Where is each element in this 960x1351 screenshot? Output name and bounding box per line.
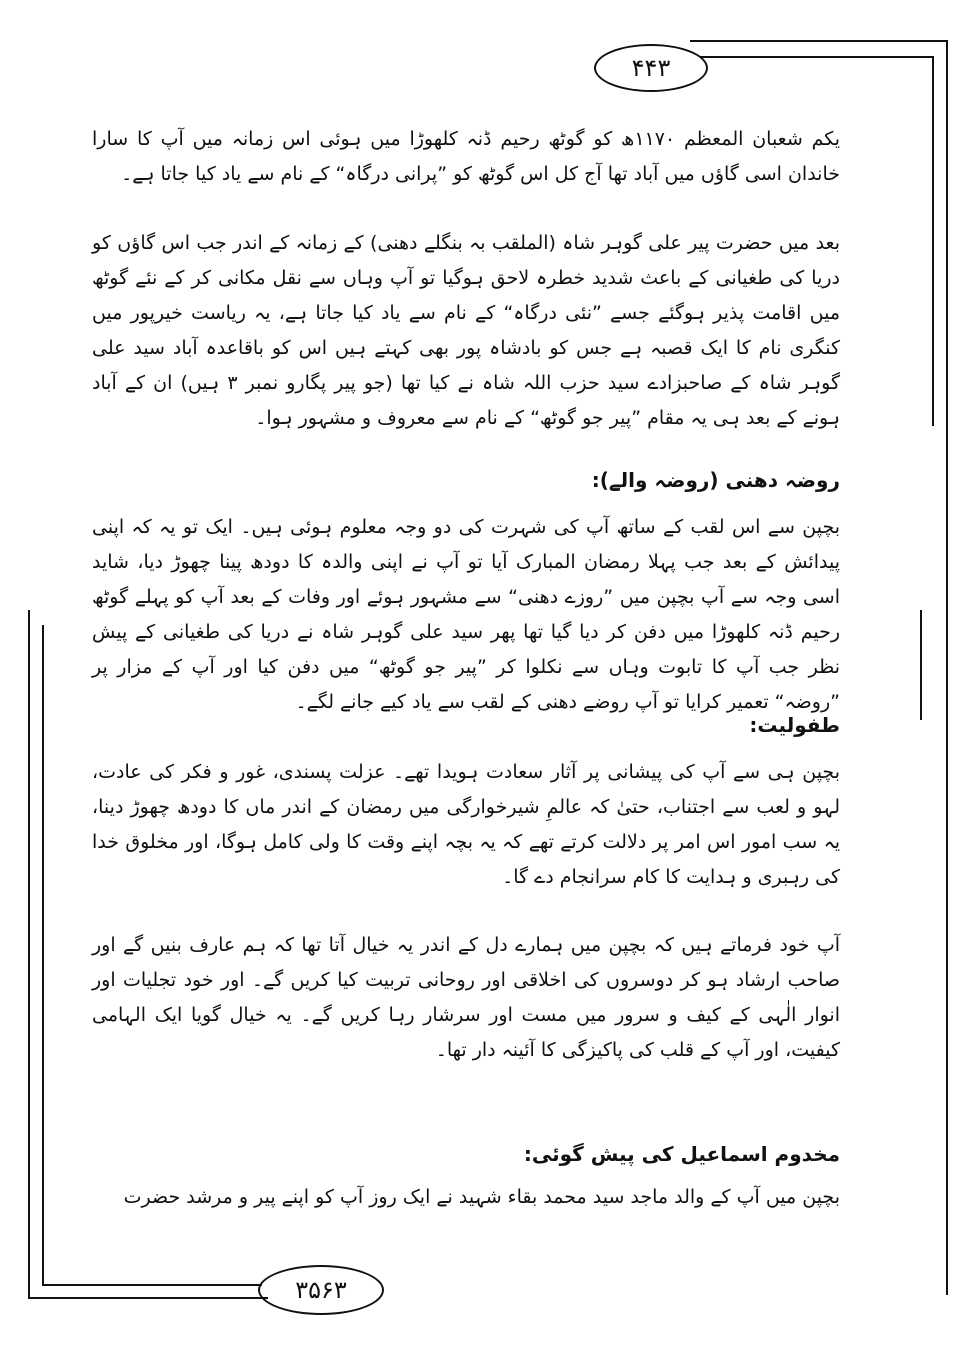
border-line [28, 610, 30, 1298]
paragraph-prophecy [92, 1180, 840, 1215]
border-line [42, 625, 44, 1285]
paragraph-text: بعد میں حضرت پیر علی گوہر شاہ (الملقب بہ بنگلے دھنی) کے زمانہ کے اندر جب اس گاؤں کو دریا کی طغیانی کے باعث شدید خطرہ لاحق ہوگیا تو آپ وہاں سے نقل مکانی کر کے نئے گوٹھ میں اقامت پذیر ہوگئے جسے ”نئی درگاہ“ کے نام سے یاد کیا جاتا ہے، یہ ریاست خیرپور میں کنگری نام کا ایک قصبہ ہے جس کو بادشاہ پور بھی کہتے ہیں اس کو باقاعدہ آباد سید علی گوہر شاہ کے صاحبزادے سید حزب اللہ شاہ نے کیا تھا (جو پیر پگارو نمبر ۳ ہیں) ان کے آباد ہونے کے بعد ہی یہ مقام ”پیر جو گوٹھ“ کے نام سے معروف و مشہور ہوا۔ [92, 232, 840, 429]
border-line [28, 1297, 268, 1299]
border-line [932, 56, 934, 426]
paragraph-text: بچپن میں آپ کے والد ماجد سید محمد بقاء شہید نے ایک روز آپ کو اپنے پیر و مرشد حضرت [123, 1186, 840, 1208]
border-line [946, 40, 948, 1295]
paragraph-text: بچپن سے اس لقب کے ساتھ آپ کی شہرت کی دو وجہ معلوم ہوئی ہیں۔ ایک تو یہ کہ اپنی پیدائش کے بعد جب پہلا رمضان المبارک آیا تو آپ نے اپنی والدہ کا دودھ پینا چھوڑ دیا، شاید اسی وجہ سے آپ بچپن میں ”روزے دھنی“ سے مشہور ہوئے اور وفات کے بعد آپ کو پہلے گوٹھ رحیم ڈنہ کلھوڑا میں دفن کر دیا گیا تھا پھر سید علی گوہر شاہ نے دریا کی طغیانی کے پیش نظر جب آپ کا تابوت وہاں سے نکلوا کر ”پیر جو گوٹھ“ میں دفن کیا اور آپ کے مزار پر ”روضہ“ تعمیر کرایا تو آپ روضے دھنی کے لقب سے یاد کیے جانے لگے۔ [92, 516, 840, 713]
paragraph-relocation [92, 226, 840, 436]
border-line [920, 610, 922, 720]
border-line [690, 40, 948, 42]
border-line [42, 1284, 262, 1286]
border-line [700, 56, 934, 58]
paragraph-text: یکم شعبان المعظم ۱۱۷۰ھ کو گوٹھ رحیم ڈنہ کلھوڑا میں ہوئی اس زمانہ میں آپ کا سارا خاندان اسی گاؤں میں آباد تھا آج کل اس گوٹھ کو ”پرانی درگاہ“ کے نام سے یاد کیا جاتا ہے۔ [92, 128, 840, 185]
top-page-number: ۴۴۳ [594, 44, 708, 92]
section-heading: طفولیت: [749, 713, 840, 737]
bottom-page-number: ۳۵۶۳ [258, 1265, 384, 1315]
section-heading: مخدوم اسماعیل کی پیش گوئی: [523, 1142, 840, 1166]
paragraph-title-origin [92, 510, 840, 720]
paragraph-childhood [92, 755, 840, 895]
paragraph-founding [92, 122, 840, 192]
paragraph-quote [92, 928, 840, 1068]
paragraph-text: آپ خود فرماتے ہیں کہ بچپن میں ہمارے دل کے اندر یہ خیال آتا تھا کہ ہم عارف بنیں گے اور صاحب ارشاد ہو کر دوسروں کی اخلاقی اور روحانی تربیت کیا کریں گے۔ اور خود تجلیات اور انوار الٰہی کے کیف و سرور میں مست اور سرشار رہا کریں گے۔ یہ خیال گویا ایک الہامی کیفیت، اور آپ کے قلب کی پاکیزگی کا آئینہ دار تھا۔ [92, 934, 840, 1061]
paragraph-text: بچپن ہی سے آپ کی پیشانی پر آثار سعادت ہویدا تھے۔ عزلت پسندی، غور و فکر کی عادت، لہو و لعب سے اجتناب، حتیٰ کہ عالمِ شیرخوارگی میں رمضان کے اندر ماں کا دودھ چھوڑ دینا، یہ سب امور اس امر پر دلالت کرتے تھے کہ یہ بچہ اپنے وقت کا ولی کامل ہوگا، اور مخلوق خدا کی رہبری و ہدایت کا کام سرانجام دے گا۔ [92, 761, 840, 888]
section-heading: روضہ دھنی (روضہ والے): [591, 468, 840, 492]
